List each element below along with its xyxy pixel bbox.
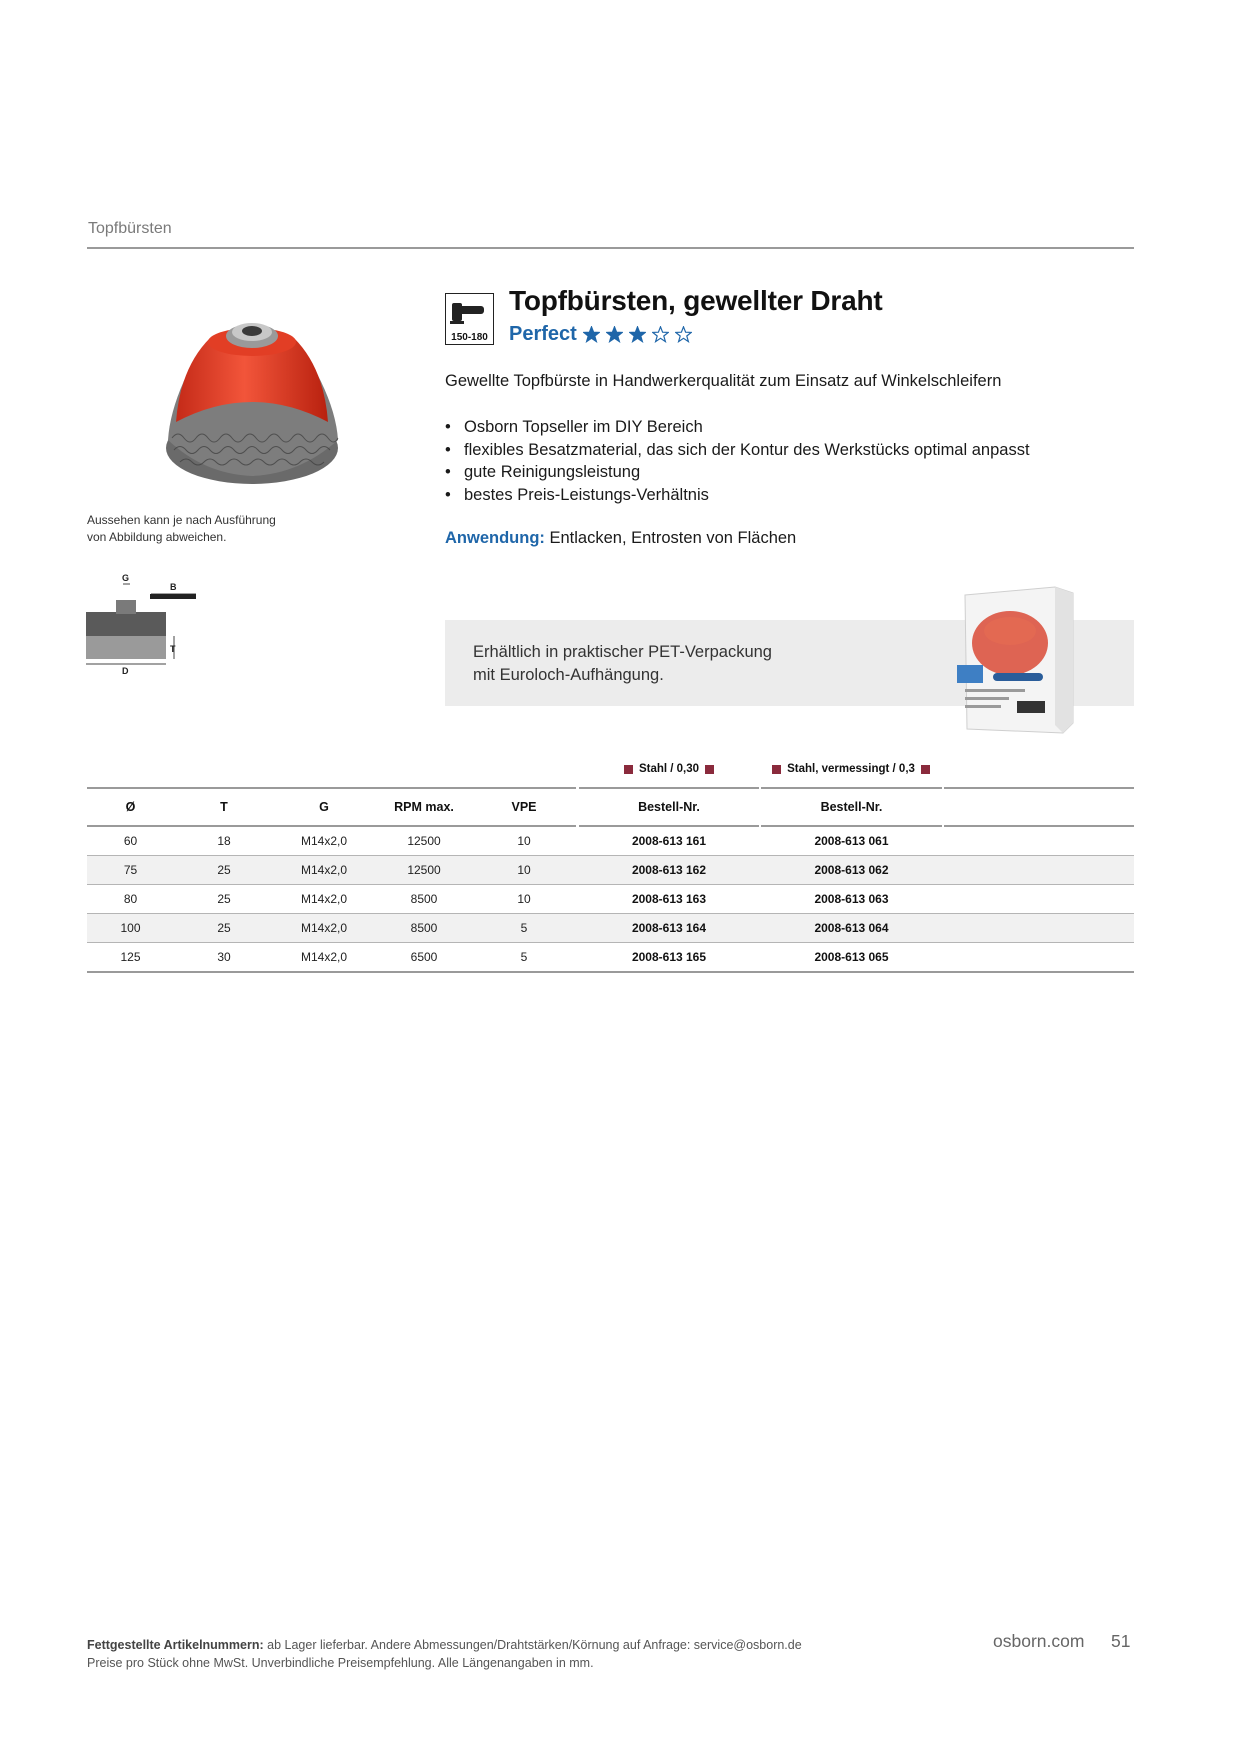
image-disclaimer	[87, 512, 276, 546]
feature-item: • gute Reinigungsleistung	[445, 461, 1030, 484]
cell-vpe: 10	[517, 834, 531, 848]
cell-t: 18	[217, 834, 231, 848]
quality-label: Perfect	[509, 323, 577, 345]
cell-order-number-steel: 2008-613 161	[631, 834, 707, 848]
table-row	[87, 885, 1134, 913]
image-disclaimer-line: von Abbildung abweichen.	[87, 530, 227, 544]
cell-g: M14x2,0	[300, 863, 348, 877]
cell-t: 25	[217, 863, 231, 877]
product-intro: Gewellte Topfbürste in Handwerkerqualität zum Einsatz auf Winkelschleifern	[445, 372, 1002, 390]
cell-diameter: 75	[123, 863, 138, 877]
column-header: Bestell-Nr.	[638, 800, 700, 814]
cell-t: 25	[217, 892, 231, 906]
page-number: 51	[1111, 1631, 1131, 1651]
section-title: Topfbürsten	[88, 220, 172, 237]
footer-note	[87, 1636, 802, 1672]
cell-order-number-brass: 2008-613 062	[814, 863, 889, 877]
website-link[interactable]: osborn.com	[993, 1631, 1085, 1651]
cell-order-number-brass: 2008-613 064	[814, 921, 889, 935]
cell-diameter: 60	[123, 834, 138, 848]
table-bottom-rule	[87, 971, 1134, 973]
cell-order-number-steel: 2008-613 162	[631, 863, 707, 877]
column-header: Bestell-Nr.	[820, 800, 883, 814]
star-filled-icon	[583, 326, 600, 343]
cell-vpe: 10	[517, 863, 531, 877]
footer-note-label: Fettgestellte Artikelnummern:	[87, 1638, 264, 1652]
variant-marker-icon	[624, 765, 633, 774]
cell-vpe: 5	[520, 950, 528, 964]
packaging-image	[955, 583, 1080, 735]
cell-order-number-steel: 2008-613 165	[631, 950, 707, 964]
cell-order-number-steel: 2008-613 163	[631, 892, 707, 906]
variant-marker-icon	[772, 765, 781, 774]
product-image	[150, 298, 355, 503]
image-disclaimer-line: Aussehen kann je nach Ausführung	[87, 513, 276, 527]
diagram-label-t: T	[170, 644, 176, 654]
cell-vpe: 10	[517, 892, 531, 906]
cell-rpm: 12500	[407, 834, 441, 848]
star-filled-icon	[606, 326, 623, 343]
cell-order-number-steel: 2008-613 164	[631, 921, 707, 935]
cell-order-number-brass: 2008-613 061	[814, 834, 889, 848]
variant-header-steel	[623, 763, 715, 775]
feature-item: • flexibles Besatzmaterial, das sich der Kontur des Werkstücks optimal anpasst	[445, 439, 1030, 462]
variant-label: Stahl / 0,30	[638, 763, 700, 775]
variant-marker-icon	[705, 765, 714, 774]
cell-diameter: 125	[120, 950, 141, 964]
table-row	[87, 943, 1134, 971]
cell-rpm: 8500	[410, 921, 438, 935]
cell-g: M14x2,0	[300, 950, 348, 964]
quality-rating	[509, 323, 698, 346]
angle-grinder-icon	[445, 293, 494, 345]
column-header: VPE	[511, 800, 537, 814]
packaging-text	[473, 641, 772, 687]
product-title: Topfbürsten, gewellter Draht	[509, 285, 883, 316]
packaging-text-line: Erhältlich in praktischer PET-Verpackung	[473, 643, 772, 661]
star-empty-icon	[652, 326, 669, 343]
feature-list	[445, 416, 1030, 506]
dimension-diagram	[86, 570, 206, 675]
column-header: T	[220, 800, 228, 814]
column-header: Ø	[125, 800, 136, 814]
column-header: RPM max.	[394, 800, 454, 814]
feature-item: • bestes Preis-Leistungs-Verhältnis	[445, 484, 1030, 507]
usage-label: Anwendung:	[445, 529, 545, 547]
diagram-label-g: G	[122, 573, 130, 583]
cell-t: 30	[217, 950, 231, 964]
feature-item: • Osborn Topseller im DIY Bereich	[445, 416, 1030, 439]
variant-header-brass	[764, 763, 938, 775]
cell-diameter: 100	[120, 921, 141, 935]
variant-marker-icon	[921, 765, 930, 774]
speed-badge: 150-180	[451, 332, 488, 343]
footer-note-line: Preise pro Stück ohne MwSt. Unverbindliche Preisempfehlung. Alle Längenangaben in mm.	[87, 1656, 594, 1670]
star-empty-icon	[675, 326, 692, 343]
diagram-label-d: D	[122, 666, 129, 675]
cell-rpm: 12500	[407, 863, 441, 877]
section-divider	[87, 247, 1134, 249]
variant-label: Stahl, vermessingt / 0,3	[787, 763, 915, 775]
diagram-label-b: B	[170, 582, 177, 592]
footer-note-text: ab Lager lieferbar. Andere Abmessungen/Drahtstärken/Körnung auf Anfrage: service@osborn.de	[263, 1638, 802, 1652]
table-row	[87, 827, 1134, 855]
cell-g: M14x2,0	[300, 921, 348, 935]
cell-g: M14x2,0	[300, 834, 348, 848]
cell-g: M14x2,0	[300, 892, 348, 906]
cell-order-number-brass: 2008-613 065	[814, 950, 889, 964]
cell-order-number-brass: 2008-613 063	[814, 892, 889, 906]
usage-line	[445, 529, 796, 548]
footer-note-line	[87, 1636, 802, 1654]
usage-text: Entlacken, Entrosten von Flächen	[544, 529, 797, 547]
cell-diameter: 80	[123, 892, 138, 906]
cell-rpm: 8500	[410, 892, 438, 906]
rating-stars	[583, 326, 698, 343]
column-header: G	[319, 800, 329, 814]
table-header-row	[87, 789, 1134, 825]
table-row	[87, 856, 1134, 884]
cell-rpm: 6500	[410, 950, 438, 964]
star-filled-icon	[629, 326, 646, 343]
table-row	[87, 914, 1134, 942]
cell-vpe: 5	[520, 921, 528, 935]
cell-t: 25	[217, 921, 231, 935]
packaging-text-line: mit Euroloch-Aufhängung.	[473, 666, 664, 684]
